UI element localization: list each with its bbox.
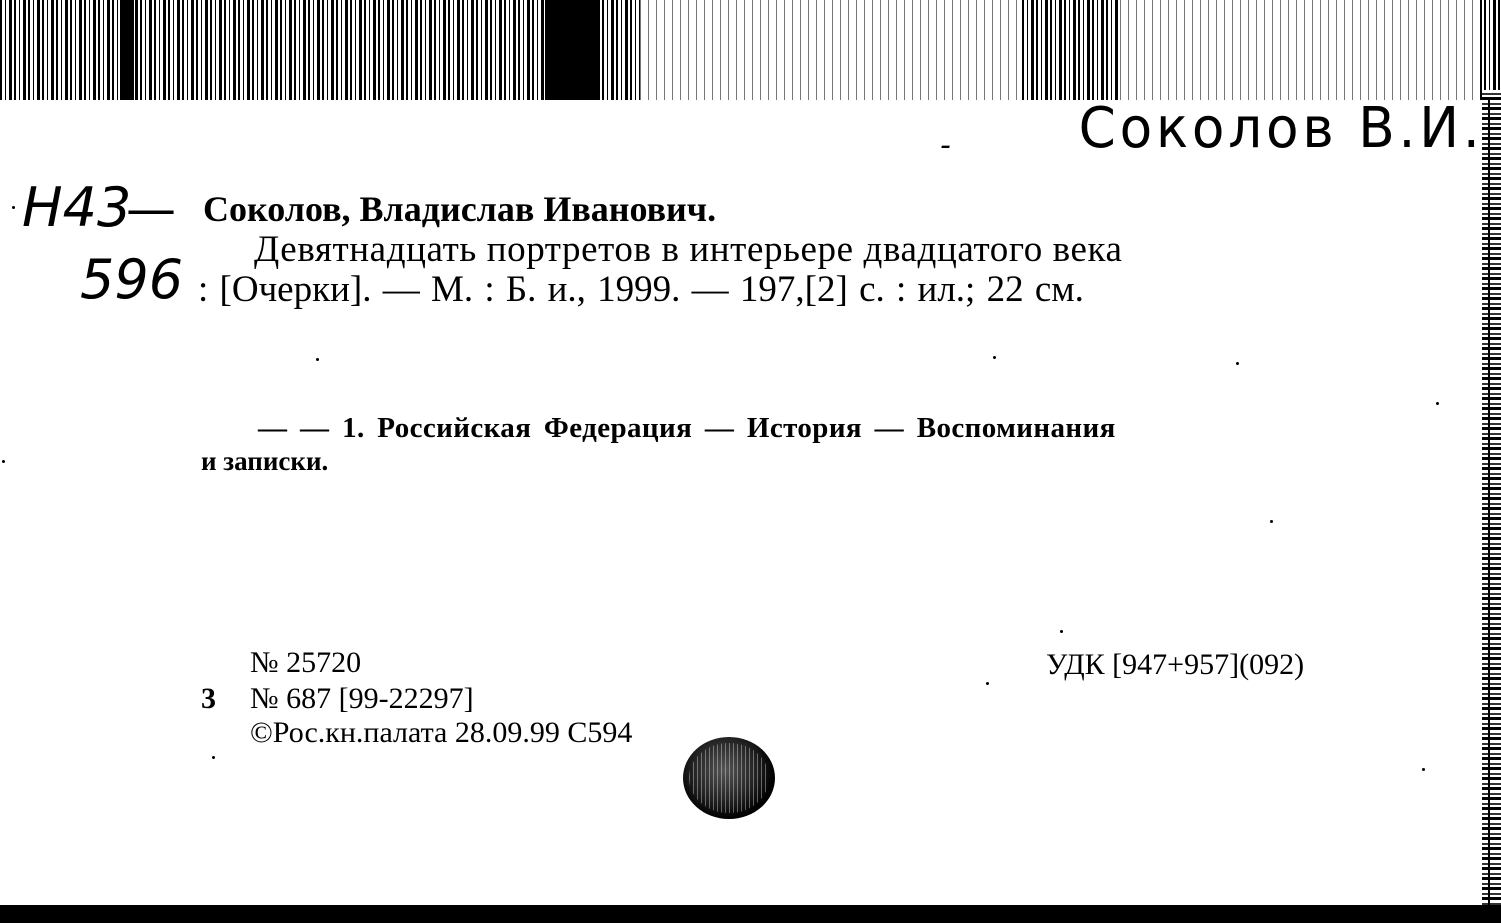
speck (1236, 362, 1239, 365)
card-number: № 25720 (250, 646, 362, 679)
title-line-2: : [Очерки]. — М. : Б. и., 1999. — 197,[2] с. : ил.; 22 см. (198, 269, 1084, 310)
speck (1270, 520, 1273, 523)
series-digit: 3 (201, 682, 216, 715)
subject-line-1: — — 1. Российская Федерация — История — Воспоминания (258, 412, 1116, 444)
speck (212, 756, 215, 759)
speck (986, 682, 989, 685)
card-edge (1488, 100, 1490, 905)
scan-stripe (640, 0, 1020, 100)
subject-line-2: и записки. (201, 446, 329, 476)
udc-code: УДК [947+957](092) (1046, 648, 1305, 681)
author-heading: Соколов, Владислав Иванович. (203, 189, 717, 229)
shelf-mark-2: 596 (80, 248, 184, 311)
speck (993, 356, 996, 359)
shelf-mark-dash: — (126, 180, 176, 238)
scan-top-border (0, 0, 1501, 100)
scan-stripe (1120, 0, 1480, 100)
speck (2, 460, 5, 463)
speck (1060, 630, 1063, 633)
scan-stripe (120, 0, 134, 100)
handwritten-dash: - (940, 128, 951, 163)
title-line-1: Девятнадцать портретов в интерьере двадцатого века (254, 229, 1123, 270)
speck (1436, 402, 1439, 405)
punch-hole (683, 737, 775, 819)
shelf-mark-1: Н43 (22, 176, 132, 239)
speck (316, 358, 319, 361)
speck (12, 206, 15, 209)
scan-stripe (545, 0, 600, 100)
speck (1422, 768, 1425, 771)
registration-number: № 687 [99-22297] (250, 682, 474, 715)
scan-bottom-border (0, 905, 1501, 923)
scan-right-border (1482, 90, 1501, 910)
handwritten-heading: Соколов В.И. (1078, 96, 1484, 161)
chamber-stamp: ©Рос.кн.палата 28.09.99 С594 (250, 716, 633, 749)
